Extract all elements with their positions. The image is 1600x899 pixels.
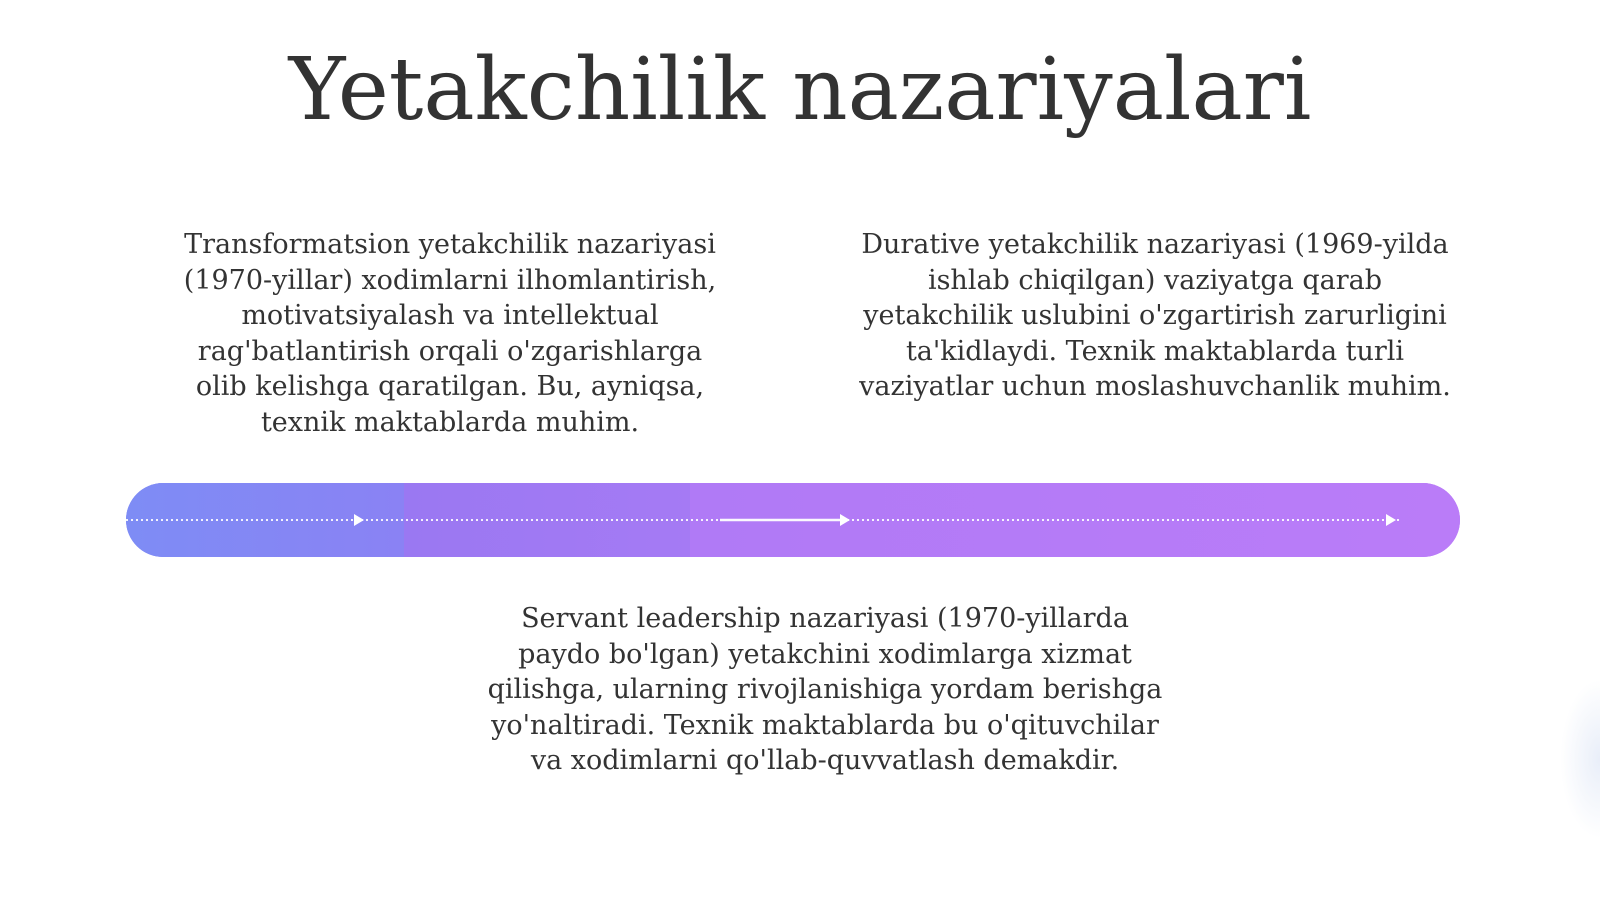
text-line: ishlab chiqilgan) vaziyatga qarab <box>927 264 1383 296</box>
text-line: Transformatsion yetakchilik nazariyasi <box>184 229 716 260</box>
text-block-servant <box>450 601 1200 779</box>
text-line: motivatsiyalash va intellektual <box>241 300 659 331</box>
text-line: paydo bo'lgan) yetakchini xodimlarga xizmat <box>518 638 1132 670</box>
text-line: yo'naltiradi. Texnik maktablarda bu o'qituvchilar <box>491 709 1159 741</box>
text-line: olib kelishga qaratilgan. Bu, ayniqsa, <box>195 371 705 402</box>
arrow-right-icon <box>840 514 850 526</box>
text-line: (1970-yillar) xodimlarni ilhomlantirish, <box>183 264 717 296</box>
text-line: va xodimlarni qo'llab-quvvatlash demakdir. <box>530 745 1120 776</box>
arrow-right-icon <box>354 514 364 526</box>
text-block-durative <box>830 227 1480 405</box>
text-line: yetakchilik uslubini o'zgartirish zarurligini <box>863 300 1447 331</box>
timeline-bar <box>126 483 1460 557</box>
text-line: Servant leadership nazariyasi (1970-yillarda <box>521 603 1129 634</box>
text-block-transformational <box>150 227 750 440</box>
text-line: texnik maktablarda muhim. <box>260 406 640 438</box>
arrow-right-icon <box>1386 514 1396 526</box>
corner-decoration <box>1560 679 1600 839</box>
timeline-arrows <box>126 483 1460 557</box>
text-line: rag'batlantirish orqali o'zgarishlarga <box>197 335 703 367</box>
text-line: qilishga, ularning rivojlanishiga yordam berishga <box>487 674 1163 705</box>
slide-title: Yetakchilik nazariyalari <box>288 40 1312 140</box>
text-line: ta'kidlaydi. Texnik maktablarda turli <box>905 335 1405 367</box>
text-line: vaziyatlar uchun moslashuvchanlik muhim. <box>859 371 1451 402</box>
text-line: Durative yetakchilik nazariyasi (1969-yilda <box>861 229 1449 260</box>
